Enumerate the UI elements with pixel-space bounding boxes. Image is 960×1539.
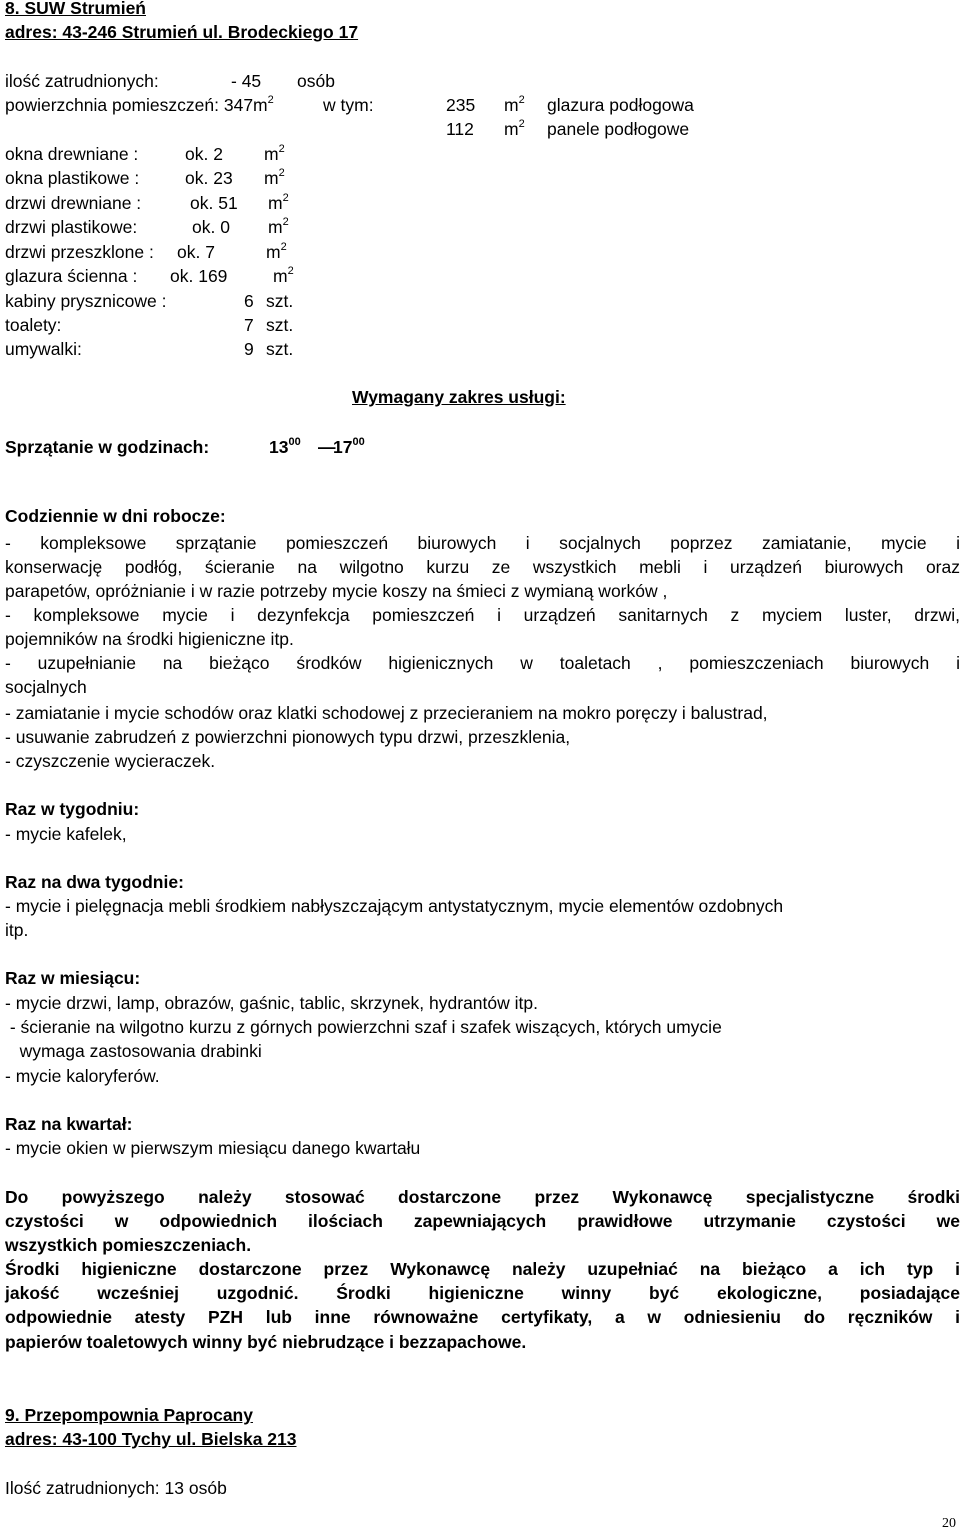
count-label: toalety: (5, 315, 62, 335)
inventory-value: ok. 2 (185, 144, 223, 164)
area-suffix: w tym: (323, 95, 374, 115)
quarterly-heading: Raz na kwartał: (5, 1114, 133, 1134)
inventory-value: ok. 0 (192, 217, 230, 237)
staff-value: - 45 (231, 71, 262, 91)
inventory-label: drzwi drewniane : (5, 193, 142, 213)
section9-address: adres: 43-100 Tychy ul. Bielska 213 (5, 1429, 297, 1449)
section9-title: 9. Przepompownia Paprocany (5, 1405, 253, 1425)
area-item-unit: $m^2$ (504, 118, 525, 139)
area-item-desc: panele podłogowe (547, 119, 690, 139)
inventory-value: ok. 169 (170, 266, 228, 286)
inventory-value: ok. 7 (177, 242, 215, 262)
area-row-2 (5, 118, 765, 141)
inventory-row (5, 167, 325, 190)
count-value: 9 (244, 339, 254, 359)
inventory-label: okna drewniane : (5, 144, 139, 164)
monthly-line: - ścieranie na wilgotno kurzu z górnych powierzchni szaf i szafek wiszących, których umycie (5, 1017, 722, 1037)
inventory-unit: $m^2$ (268, 192, 289, 213)
area-item-desc: glazura podłogowa (547, 95, 694, 115)
staff-label: ilość zatrudnionych: (5, 71, 159, 91)
inventory-unit: $m^2$ (264, 143, 285, 164)
monthly-line: - mycie drzwi, lamp, obrazów, gaśnic, tablic, skrzynek, hydrantów itp. (5, 993, 538, 1013)
area-item-value: 235 (446, 95, 476, 115)
inventory-label: okna plastikowe : (5, 168, 140, 188)
area-item-value: 112 (446, 119, 474, 139)
inventory-label: glazura ścienna : (5, 266, 138, 286)
hours-label: Sprzątanie w godzinach: (5, 437, 210, 457)
daily-line: socjalnych (5, 677, 87, 697)
daily-heading: Codziennie w dni robocze: (5, 506, 226, 526)
inventory-row (5, 216, 325, 239)
count-unit: szt. (266, 339, 294, 359)
area-item-unit: $m^2$ (504, 94, 525, 115)
daily-line: - usuwanie zabrudzeń z powierzchni pionowych typu drzwi, przeszklenia, (5, 727, 571, 747)
monthly-line: - mycie kaloryferów. (5, 1066, 160, 1086)
section8-address: adres: 43-246 Strumień ul. Brodeckiego 17 (5, 22, 359, 42)
count-row (5, 317, 325, 337)
inventory-label: drzwi przeszklone : (5, 242, 154, 262)
notice-line: odpowiednie atesty PZH lub inne równoważne certyfikaty, a w odniesieniu do ręczników i (5, 1307, 960, 1327)
inventory-unit: $m^2$ (264, 167, 285, 188)
hours-to: $17^{00}$ (333, 436, 365, 457)
notice-line: wszystkich pomieszczeniach. (5, 1235, 252, 1255)
count-row (5, 293, 325, 313)
count-value: 7 (244, 315, 254, 335)
notice-line: papierów toaletowych winny być niebrudzące i bezzapachowe. (5, 1332, 527, 1352)
weekly-heading: Raz w tygodniu: (5, 799, 140, 819)
notice-line: jakość wcześniej uzgodnić. Środki higieniczne winny być ekologiczne, posiadające (5, 1283, 960, 1303)
daily-line: parapetów, opróżnianie i w razie potrzeby mycie koszy na śmieci z wymianą worków , (5, 581, 668, 601)
notice-line: Środki higieniczne dostarczone przez Wykonawcę należy uzupełniać na bieżąco a ich typ i (5, 1259, 960, 1279)
count-row (5, 341, 325, 361)
daily-line: - czyszczenie wycieraczek. (5, 751, 216, 771)
count-unit: szt. (266, 315, 294, 335)
daily-line: pojemników na środki higieniczne itp. (5, 629, 294, 649)
inventory-value: ok. 23 (185, 168, 233, 188)
count-value: 6 (244, 291, 254, 311)
biweekly-line: - mycie i pielęgnacja mebli środkiem nabłyszczającym antystatycznym, mycie elementów ozdobnych (5, 896, 784, 916)
daily-line: - kompleksowe sprzątanie pomieszczeń biurowych i socjalnych poprzez zamiatanie, mycie i (5, 533, 960, 553)
inventory-row (5, 241, 325, 264)
inventory-label: drzwi plastikowe: (5, 217, 138, 237)
area-label: powierzchnia pomieszczeń: $347m^2$ (5, 94, 274, 115)
count-label: kabiny prysznicowe : (5, 291, 167, 311)
inventory-value: ok. 51 (190, 193, 238, 213)
daily-line: - kompleksowe mycie i dezynfekcja pomieszczeń i urządzeń sanitarnych z myciem luster, drzwi, (5, 605, 960, 625)
count-unit: szt. (266, 291, 294, 311)
monthly-line: wymaga zastosowania drabinki (5, 1041, 262, 1061)
section9-staff: Ilość zatrudnionych: 13 osób (5, 1478, 227, 1498)
hours-from: $13^{00}$ (269, 436, 301, 457)
weekly-line: - mycie kafelek, (5, 824, 127, 844)
daily-line: - zamiatanie i mycie schodów oraz klatki schodowej z przecieraniem na mokro poręczy i balustrad, (5, 703, 768, 723)
notice-line: Do powyższego należy stosować dostarczone przez Wykonawcę specjalistyczne środki (5, 1187, 960, 1207)
area-row (5, 94, 765, 117)
service-heading: Wymagany zakres usługi: (352, 387, 566, 407)
section8-title: 8. SUW Strumień (5, 0, 146, 18)
inventory-row (5, 265, 325, 288)
daily-line: - uzupełnianie na bieżąco środków higienicznych w toaletach , pomieszczeniach biurowych i (5, 653, 960, 673)
staff-row (5, 73, 405, 93)
notice-line: czystości w odpowiednich ilościach zapewniających prawidłowe utrzymanie czystości we (5, 1211, 960, 1231)
staff-unit: osób (297, 71, 335, 91)
quarterly-line: - mycie okien w pierwszym miesiącu danego kwartału (5, 1138, 421, 1158)
monthly-heading: Raz w miesiącu: (5, 968, 141, 988)
inventory-unit: $m^2$ (273, 265, 294, 286)
biweekly-line: itp. (5, 920, 29, 940)
hours-row (5, 436, 405, 461)
biweekly-heading: Raz na dwa tygodnie: (5, 872, 184, 892)
count-label: umywalki: (5, 339, 82, 359)
inventory-unit: $m^2$ (268, 216, 289, 237)
page-number: 20 (942, 1516, 956, 1531)
inventory-unit: $m^2$ (266, 241, 287, 262)
inventory-row (5, 192, 325, 215)
hours-dash: — (318, 437, 336, 457)
daily-line: konserwację podłóg, ścieranie na wilgotno kurzu ze wszystkich mebli i urządzeń biurowych oraz (5, 557, 960, 577)
inventory-row (5, 143, 325, 166)
